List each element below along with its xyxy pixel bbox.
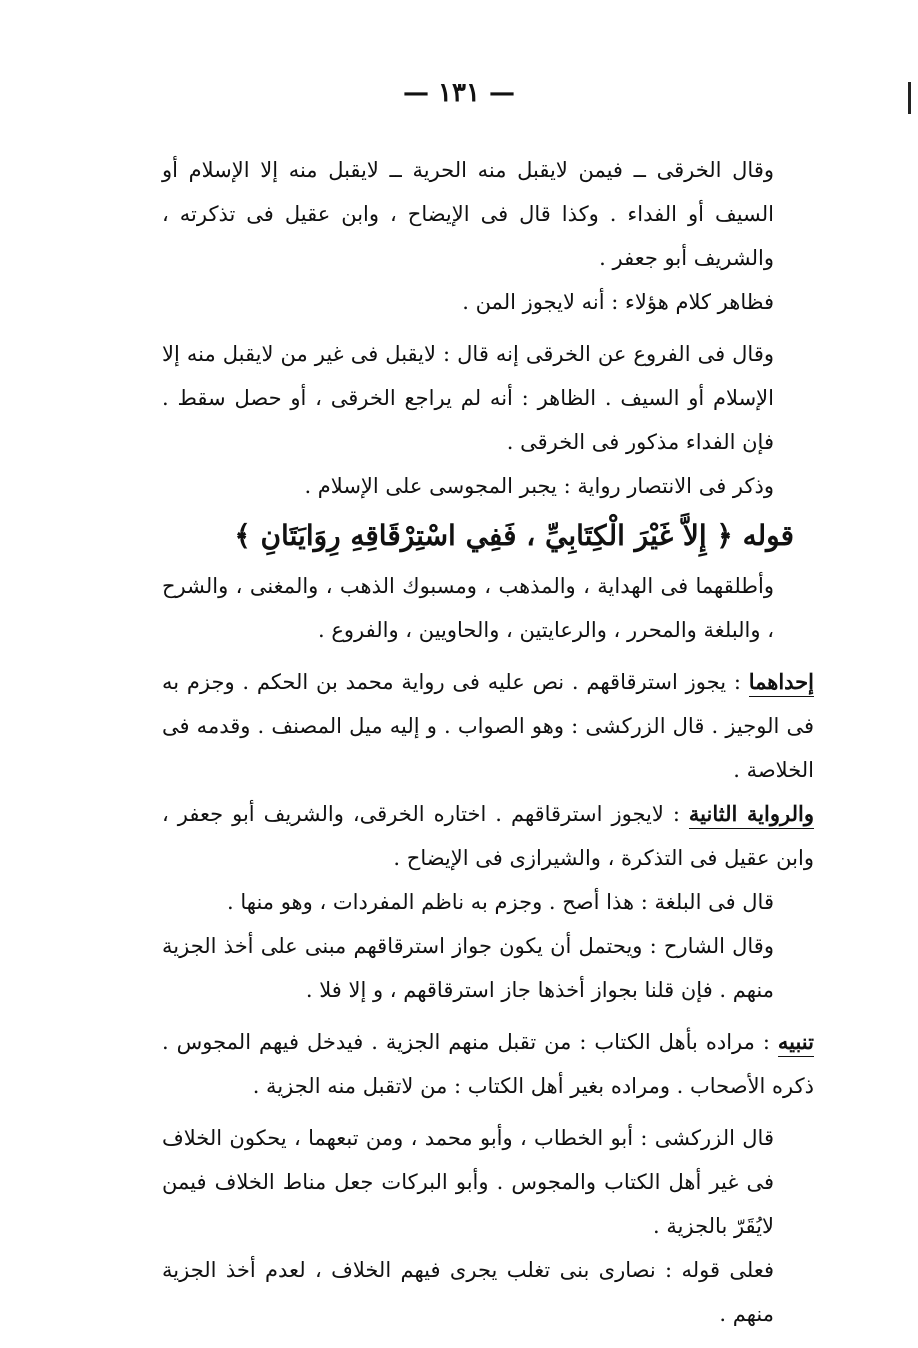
paragraph-second-narration xyxy=(162,792,814,880)
paragraph-furu-quote: وقال فى الفروع عن الخرقى إنه قال : لايقبل فى غير من لايقبل منه إلا الإسلام أو السيف . الظاهر : أنه لم يراجع الخرقى ، أو حصل سقط . فإن الفداء مذكور فى الخرقى . xyxy=(162,342,774,454)
paragraph-bulgha: قال فى البلغة : هذا أصح . وجزم به ناظم المفردات ، وهو منها . xyxy=(227,890,774,914)
page-body xyxy=(162,148,814,1336)
paragraph-kharqi-ruling: وقال الخرقى ــ فيمن لايقبل منه الحرية ــ لايقبل منه إلا الإسلام أو السيف أو الفداء . وكذا قال فى الإيضاح ، وابن عقيل فى تذكرته ، والشريف أبو جعفر . xyxy=(162,158,774,270)
note-text: : مراده بأهل الكتاب : من تقبل منهم الجزية . فيدخل فيهم المجوس . ذكره الأصحاب . ومراده بغير أهل الكتاب : من لاتقبل منه الجزية . xyxy=(162,1030,814,1098)
paragraph-no-manumission: فظاهر كلام هؤلاء : أنه لايجوز المن . xyxy=(462,290,774,314)
term-note: تنبيه xyxy=(778,1029,814,1057)
paragraph-zarkashi: قال الزركشى : أبو الخطاب ، وأبو محمد ، ومن تبعهما ، يحكون الخلاف فى غير أهل الكتاب والمجوس . وأبو البركات جعل مناط الخلاف فيمن لايُقَرّ بالجزية . xyxy=(162,1126,774,1238)
page-number: — ١٣١ — xyxy=(402,78,516,108)
verse-prefix: قوله xyxy=(742,519,794,552)
paragraph-first-narration xyxy=(162,660,814,792)
paragraph-note xyxy=(162,1020,814,1108)
page-edge-mark xyxy=(908,82,918,114)
second-narration-text: : لايجوز استرقاقهم . اختاره الخرقى، والشريف أبو جعفر ، وابن عقيل فى التذكرة ، والشيرازى فى الإيضاح . xyxy=(162,802,814,870)
term-first-narration: إحداهما xyxy=(749,669,814,697)
verse-quote: ﴿ إِلاَّ غَيْرَ الْكِتَابِيِّ ، فَفِي اسْتِرْقَاقِهِ رِوَايَتَانِ ﴾ xyxy=(234,519,733,552)
paragraph-intisar: وذكر فى الانتصار رواية : يجبر المجوسى على الإسلام . xyxy=(304,474,774,498)
quoted-text-line xyxy=(162,508,814,564)
term-second-narration: والرواية الثانية xyxy=(689,801,814,829)
paragraph-sharih: وقال الشارح : ويحتمل أن يكون جواز استرقاقهم مبنى على أخذ الجزية منهم . فإن قلنا بجواز أخذها جاز استرقاقهم ، و إلا فلا . xyxy=(162,934,774,1002)
paragraph-sources: وأطلقهما فى الهداية ، والمذهب ، ومسبوك الذهب ، والمغنى ، والشرح ، والبلغة والمحرر ، والرعايتين ، والحاويين ، والفروع . xyxy=(162,574,774,642)
first-narration-text: : يجوز استرقاقهم . نص عليه فى رواية محمد بن الحكم . وجزم به فى الوجيز . قال الزركشى : وهو الصواب . و إليه ميل المصنف . وقدمه فى الخلاصة . xyxy=(162,670,814,782)
paragraph-taghlib: فعلى قوله : نصارى بنى تغلب يجرى فيهم الخلاف ، لعدم أخذ الجزية منهم . xyxy=(162,1258,774,1326)
